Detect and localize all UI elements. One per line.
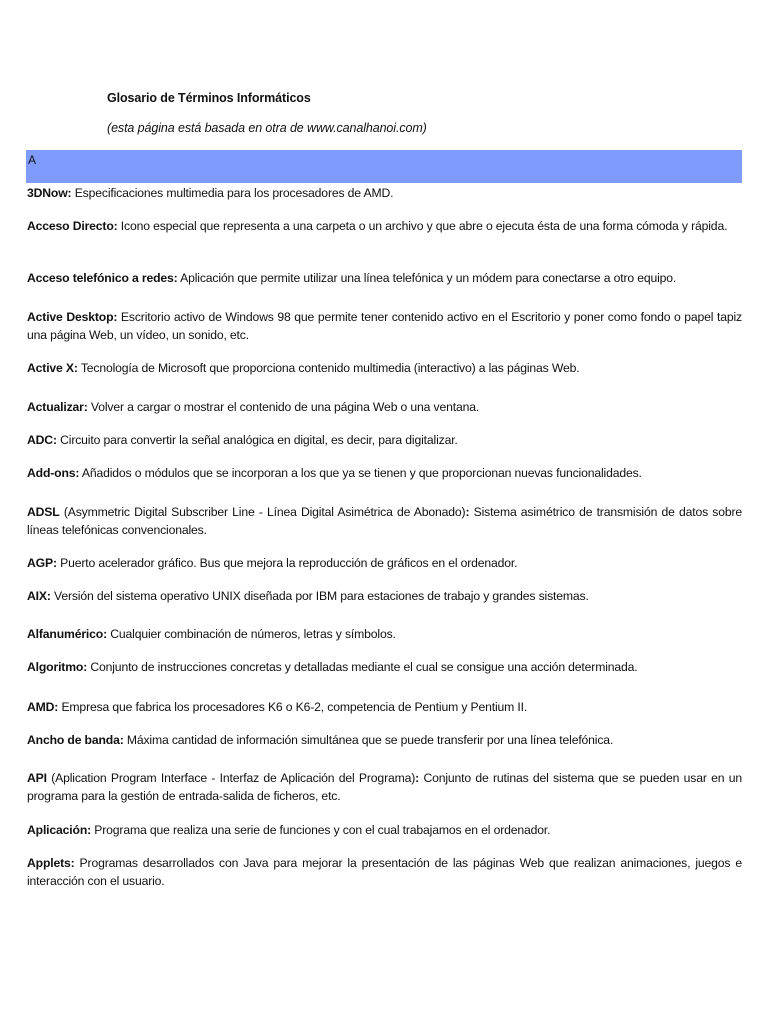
glossary-entry (27, 184, 742, 202)
entry-term: Applets: (27, 856, 75, 870)
entry-term: Acceso Directo: (27, 219, 118, 233)
entry-term: Aplicación: (27, 823, 92, 837)
glossary-entry (27, 464, 742, 482)
entry-definition: Sistema asimétrico de transmisión de datos sobre líneas telefónicas convencionales. (27, 505, 742, 537)
entry-term: Add-ons: (27, 466, 80, 480)
glossary-entry (27, 625, 742, 643)
glossary-entry (27, 769, 742, 805)
glossary-entry (27, 308, 742, 344)
glossary-entry (27, 359, 742, 377)
entry-definition: Tecnología de Microsoft que proporciona contenido multimedia (interactivo) a las páginas Web. (77, 361, 580, 375)
glossary-entry (27, 431, 742, 449)
entry-term: ADSL (27, 505, 60, 519)
entry-term: API (27, 771, 47, 785)
glossary-entry (27, 698, 742, 716)
glossary-entry (27, 658, 742, 676)
entry-term: Algoritmo: (27, 660, 88, 674)
entry-term: Ancho de banda: (27, 733, 124, 747)
glossary-entry (27, 217, 742, 235)
entry-term: AMD: (27, 700, 59, 714)
entry-definition: Conjunto de instrucciones concretas y detalladas mediante el cual se consigue una acción determinada. (87, 660, 638, 674)
entry-term: Active Desktop: (27, 310, 118, 324)
page-title: Glosario de Términos Informáticos (107, 91, 311, 105)
entry-definition: Especificaciones multimedia para los procesadores de AMD. (71, 186, 394, 200)
entry-definition: Escritorio activo de Windows 98 que permite tener contenido activo en el Escritorio y poner como fondo o papel tapiz una página Web, un vídeo, un sonido, etc. (27, 310, 743, 342)
entry-definition: Cualquier combinación de números, letras y símbolos. (107, 627, 396, 641)
entry-definition: Puerto acelerador gráfico. Bus que mejora la reproducción de gráficos en el ordenador. (56, 556, 518, 570)
entry-definition: Volver a cargar o mostrar el contenido de una página Web o una ventana. (87, 400, 480, 414)
entry-expansion: (Aplication Program Interface - Interfaz de Aplicación del Programa) (46, 771, 416, 785)
entry-definition: Programas desarrollados con Java para mejorar la presentación de las páginas Web que realizan animaciones, juegos e interacción con el usuario. (27, 856, 742, 888)
entry-term: AIX: (27, 589, 51, 603)
entry-term: 3DNow: (27, 186, 72, 200)
entry-term: AGP: (27, 556, 57, 570)
glossary-entry (27, 731, 742, 749)
entry-definition: Máxima cantidad de información simultánea que se puede transferir por una línea telefónica. (123, 733, 614, 747)
entry-term-colon: : (415, 771, 420, 785)
entry-definition: Icono especial que representa a una carpeta o un archivo y que abre o ejecuta ésta de una forma cómoda y rápida. (117, 219, 728, 233)
page-subtitle: (esta página está basada en otra de www.canalhanoi.com) (107, 121, 427, 135)
entry-definition: Conjunto de rutinas del sistema que se pueden usar en un programa para la gestión de entrada-salida de ficheros, etc. (27, 771, 743, 803)
glossary-entry (27, 821, 742, 839)
entry-term: Actualizar: (27, 400, 88, 414)
glossary-entry (27, 269, 742, 287)
entry-definition: Añadidos o módulos que se incorporan a los que ya se tienen y que proporcionan nuevas funcionalidades. (79, 466, 642, 480)
glossary-entry (27, 554, 742, 572)
entry-definition: Circuito para convertir la señal analógica en digital, es decir, para digitalizar. (56, 433, 458, 447)
entry-term: Alfanumérico: (27, 627, 107, 641)
entry-definition: Versión del sistema operativo UNIX diseñada por IBM para estaciones de trabajo y grandes sistemas. (50, 589, 589, 603)
entry-expansion: (Asymmetric Digital Subscriber Line - Línea Digital Asimétrica de Abonado) (59, 505, 466, 519)
entry-definition: Programa que realiza una serie de funciones y con el cual trabajamos en el ordenador. (91, 823, 551, 837)
entry-definition: Aplicación que permite utilizar una línea telefónica y un módem para conectarse a otro equipo. (177, 271, 677, 285)
entry-definition: Empresa que fabrica los procesadores K6 o K6-2, competencia de Pentium y Pentium II. (58, 700, 528, 714)
glossary-entry (27, 854, 742, 890)
entry-term: ADC: (27, 433, 57, 447)
entry-term: Acceso telefónico a redes: (27, 271, 178, 285)
entry-term-colon: : (465, 505, 470, 519)
glossary-entry (27, 587, 742, 605)
glossary-entry (27, 503, 742, 539)
section-header-a (26, 150, 742, 183)
section-letter: A (28, 153, 37, 167)
glossary-entry (27, 398, 742, 416)
entry-term: Active X: (27, 361, 78, 375)
